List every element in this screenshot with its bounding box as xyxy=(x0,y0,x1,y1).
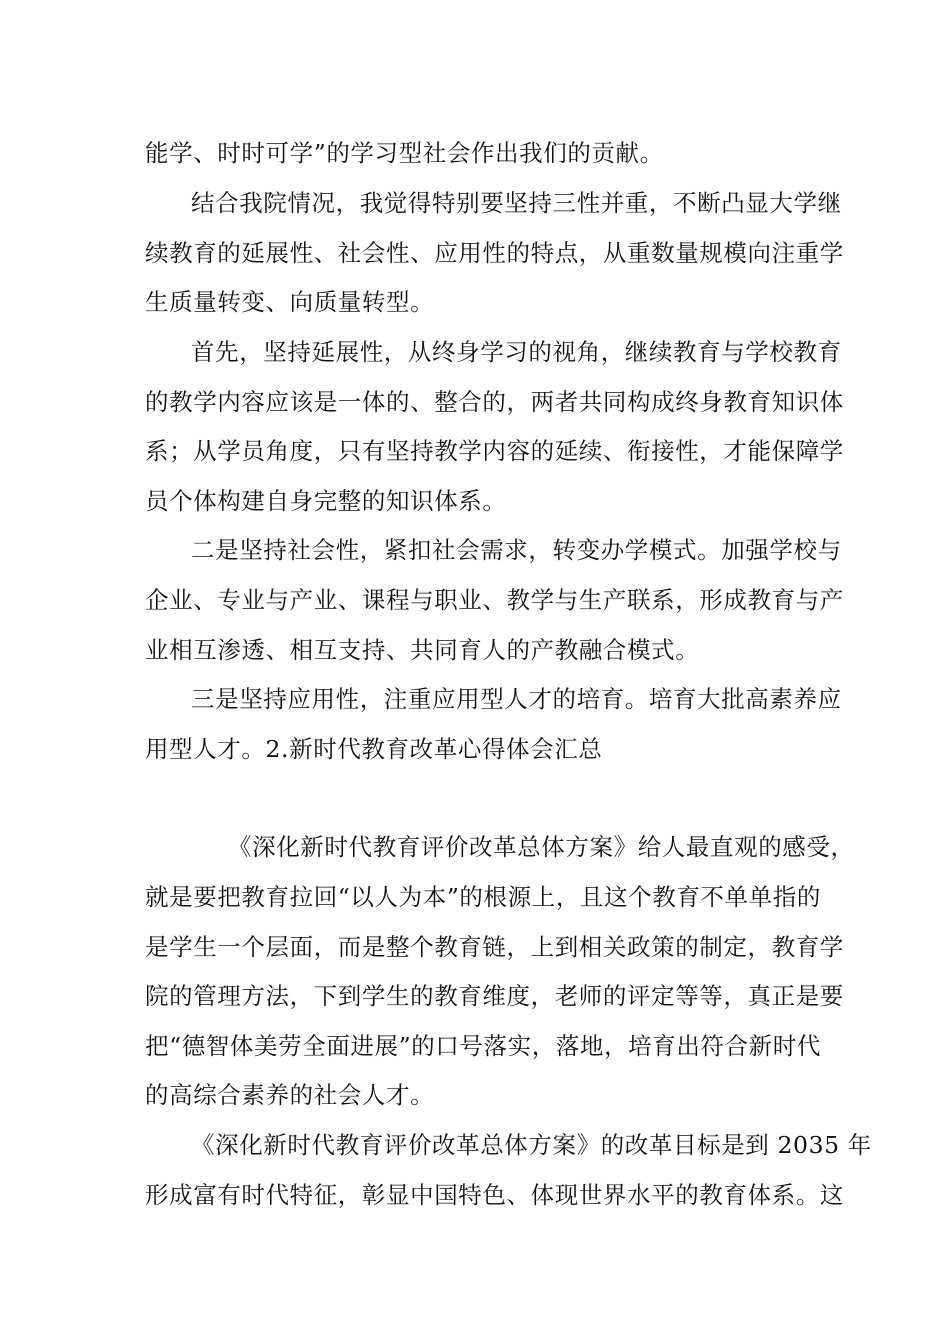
text-line: 院的管理方法，下到学生的教育维度，老师的评定等等，真正是要 xyxy=(145,982,844,1010)
text-line: 的高综合素养的社会人才。 xyxy=(145,1081,435,1109)
text-line: 三是坚持应用性，注重应用型人才的培育。培育大批高素养应 xyxy=(191,685,842,713)
text-line: 系；从学员角度，只有坚持教学内容的延续、衔接性，才能保障学 xyxy=(145,437,844,465)
text-line: 《深化新时代教育评价改革总体方案》给人最直观的感受， xyxy=(228,833,855,861)
text-line: 《深化新时代教育评价改革总体方案》的改革目标是到 2035 年 xyxy=(191,1131,872,1159)
text-line: 的教学内容应该是一体的、整合的，两者共同构成终身教育知识体 xyxy=(145,388,844,416)
text-line: 续教育的延展性、社会性、应用性的特点，从重数量规模向注重学 xyxy=(145,239,844,267)
text-line: 结合我院情况，我觉得特别要坚持三性并重，不断凸显大学继 xyxy=(191,189,842,217)
text-line: 形成富有时代特征，彰显中国特色、体现世界水平的教育体系。这 xyxy=(145,1181,844,1209)
text-line: 企业、专业与产业、课程与职业、教学与生产联系，形成教育与产 xyxy=(145,586,844,614)
text-line: 是学生一个层面，而是整个教育链，上到相关政策的制定，教育学 xyxy=(145,933,844,961)
text-line: 就是要把教育拉回“以人为本”的根源上，且这个教育不单单指的 xyxy=(145,883,821,911)
text-line: 二是坚持社会性，紧扣社会需求，转变办学模式。加强学校与 xyxy=(191,536,842,564)
text-line: 业相互渗透、相互支持、共同育人的产教融合模式。 xyxy=(145,636,700,664)
text-line: 员个体构建自身完整的知识体系。 xyxy=(145,487,507,515)
text-line: 把“德智体美劳全面进展”的口号落实，落地，培育出符合新时代 xyxy=(145,1032,821,1060)
text-line: 生质量转变、向质量转型。 xyxy=(145,288,435,316)
text-line: 首先，坚持延展性，从终身学习的视角，继续教育与学校教育 xyxy=(191,338,842,366)
text-line: 能学、时时可学”的学习型社会作出我们的贡献。 xyxy=(145,139,664,167)
text-line: 用型人才。2.新时代教育改革心得体会汇总 xyxy=(145,735,603,763)
